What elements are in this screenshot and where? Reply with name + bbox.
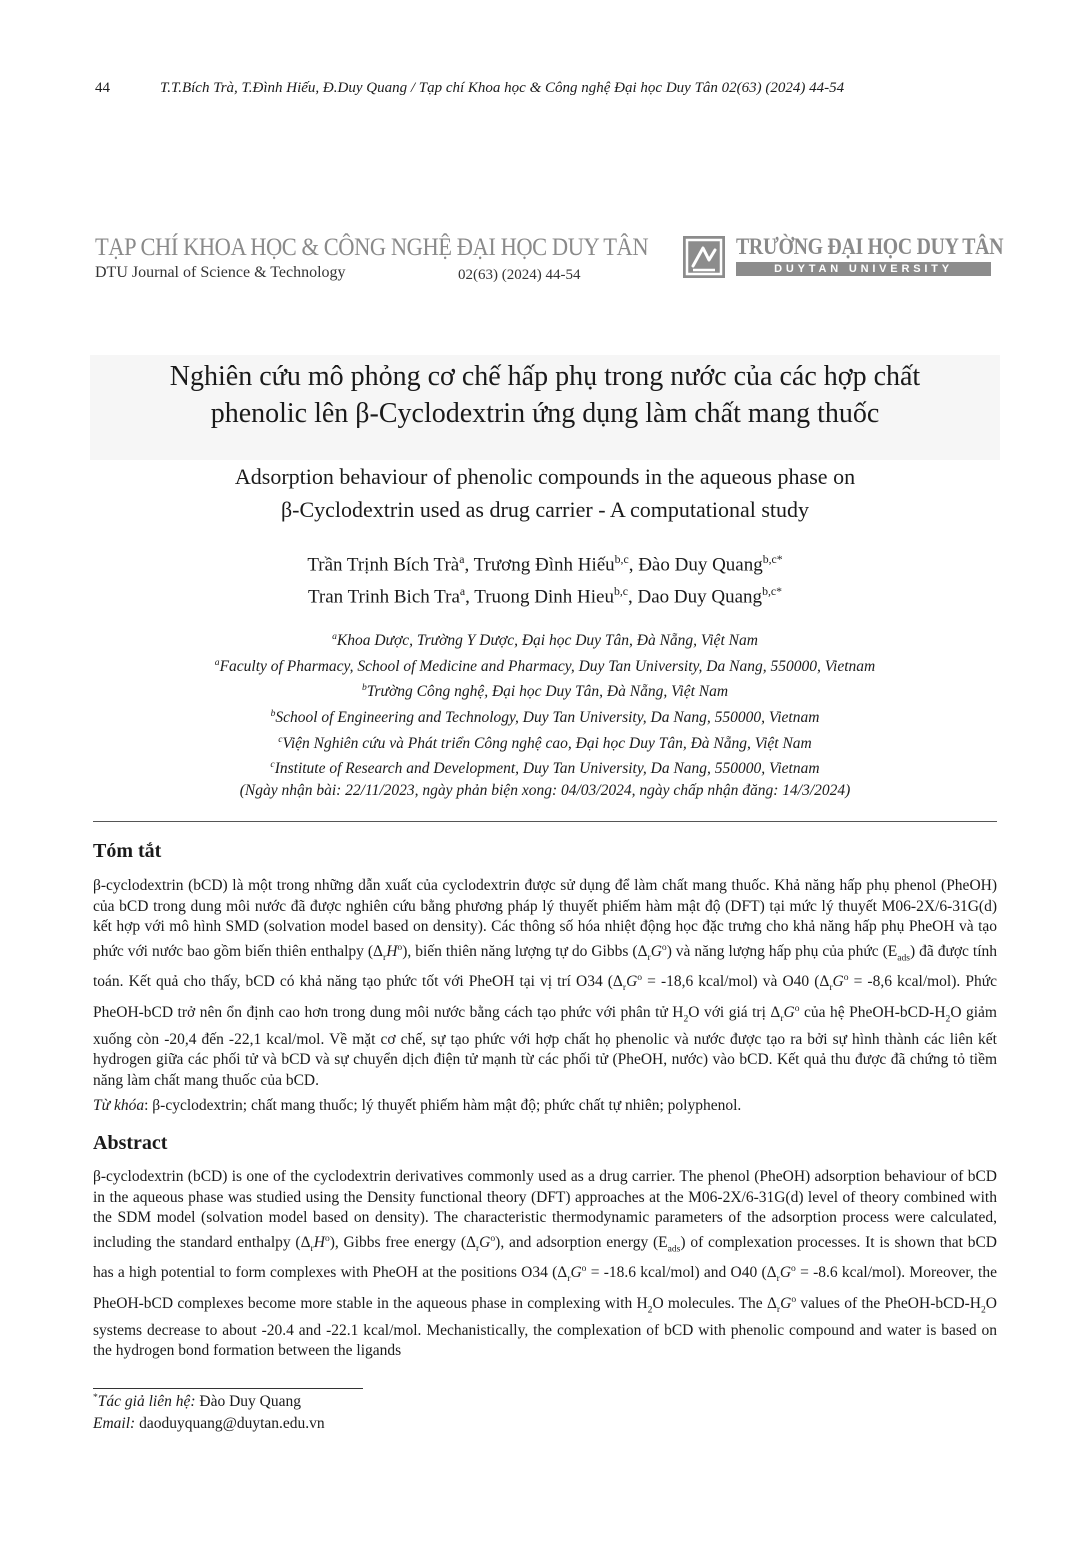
author-affiliation-mark: b,c*: [762, 585, 782, 599]
section-divider: [93, 821, 997, 822]
symbol-letter: H: [313, 1233, 325, 1251]
author-name: Trương Đình Hiếu: [473, 554, 615, 576]
text-run: của hệ PheOH-bCD-H: [799, 1004, 946, 1022]
affiliation-text: Faculty of Pharmacy, School of Medicine and Pharmacy, Duy Tan University, Da Nang, 550000, Vietnam: [219, 657, 876, 675]
running-title: T.T.Bích Trà, T.Đình Hiếu, Đ.Duy Quang / Tạp chí Khoa học & Công nghệ Đại học Duy Tân 02(63) (2024) 44-54: [160, 80, 845, 96]
text-run: ) và năng lượng hấp phụ của phức (E: [666, 942, 898, 960]
delta-glyph: Δ: [819, 973, 830, 991]
subscript: r: [776, 1273, 780, 1285]
university-logo: [683, 234, 1004, 278]
subscript: r: [776, 1304, 781, 1316]
subscript: r: [622, 982, 627, 994]
footnote-rule: [93, 1388, 363, 1389]
symbol-letter: G: [779, 1264, 792, 1282]
abstract-heading: Abstract: [93, 1132, 168, 1154]
abstract-paragraph: [93, 1167, 997, 1362]
gibbs-symbol: [766, 1294, 797, 1316]
affiliation: [0, 677, 1090, 703]
affiliation-text: Khoa Dược, Trường Y Dược, Đại học Duy Tân, Đà Nẵng, Việt Nam: [336, 632, 758, 650]
author-separator: ,: [628, 586, 638, 608]
author-affiliation-mark: a: [459, 585, 466, 599]
author-name: Truong Dinh Hieu: [474, 586, 614, 608]
paper-title-en-line1: Adsorption behaviour of phenolic compounds in the aqueous phase on: [234, 464, 856, 489]
corresponding-author: [93, 1392, 301, 1411]
subscript: ads: [897, 951, 910, 963]
author-name: Đào Duy Quang: [638, 554, 763, 576]
affiliation-list: [0, 626, 1090, 780]
affiliation-mark: c: [278, 733, 283, 745]
journal-name-en: DTU Journal of Science & Technology: [95, 264, 346, 281]
superscript: o: [843, 972, 849, 984]
author-name: Dao Duy Quang: [637, 586, 763, 608]
logo-university-name-vi: TRƯỜNG ĐẠI HỌC DUY TÂN: [736, 234, 1004, 259]
text-run: O molecules. The: [652, 1295, 767, 1313]
text-run: ), and adsorption energy (E: [495, 1233, 668, 1251]
paper-title-vi: [0, 358, 1090, 432]
keywords-label: Từ khóa: [93, 1097, 145, 1114]
subscript: r: [829, 982, 833, 994]
authors-en: [0, 578, 1090, 610]
logo-university-name-en: DUYTAN UNIVERSITY: [736, 262, 991, 276]
tomtat-paragraph: [93, 876, 997, 1091]
text-run: ), biến thiên năng lượng tự do Gibbs (: [402, 942, 638, 960]
subscript: r: [567, 1273, 571, 1285]
gibbs-symbol: [770, 1003, 800, 1025]
symbol-letter: G: [650, 942, 662, 960]
delta-glyph: Δ: [300, 1233, 311, 1251]
text-run: β-cyclodextrin (bCD) is one of the cyclodextrin derivatives commonly used as a drug carrier. The phenol (PheOH) adsorption behaviour of bCD in the aqueous phase was studied using the Density functional theory (DFT) approaches at the M06-2X/6-31G(d) level of theory combined with the SDM model (solvation model based on density). The characteristic thermodynamic parameters of the adsorption process were calculated, including the standard enthalpy (: [93, 1168, 997, 1251]
superscript: o: [794, 1003, 800, 1014]
author-affiliation-mark: b,c: [613, 585, 629, 599]
author-separator: ,: [465, 586, 475, 608]
delta-glyph: Δ: [766, 1295, 777, 1313]
affiliation-text: Institute of Research and Development, Duy Tan University, Da Nang, 550000, Vietnam: [274, 760, 820, 778]
superscript: o: [791, 1294, 797, 1305]
author-name: Trần Trịnh Bích Trà: [307, 554, 460, 576]
affiliation-mark: b: [270, 707, 276, 719]
symbol-letter: G: [570, 1264, 582, 1282]
symbol-letter: G: [780, 1295, 792, 1313]
symbol-letter: G: [479, 1233, 491, 1251]
corresponding-author-name: Đào Duy Quang: [195, 1393, 301, 1411]
gibbs-symbol: [557, 1263, 587, 1285]
delta-glyph: Δ: [557, 1264, 568, 1282]
delta-glyph: Δ: [466, 1233, 476, 1251]
keywords-text: : β-cyclodextrin; chất mang thuốc; lý thuyết phiếm hàm mật độ; phức chất tự nhiên; polyphenol.: [144, 1097, 742, 1114]
symbol-letter: H: [386, 942, 398, 960]
duytan-university-logo-icon: [683, 236, 725, 278]
text-run: = -8.6 kcal/mol). Moreover, the PheOH-bCD complexes become more stable in the aqueous phase in complexing with H: [93, 1264, 997, 1313]
page-number: 44: [95, 80, 110, 96]
text-run: ), Gibbs free energy (: [329, 1233, 466, 1251]
subscript: 2: [683, 1013, 689, 1025]
author-separator: ,: [464, 554, 474, 576]
gibbs-symbol: [819, 972, 849, 994]
delta-glyph: Δ: [373, 942, 384, 960]
email-address[interactable]: daoduyquang@duytan.edu.vn: [135, 1415, 325, 1432]
enthalpy-symbol: [300, 1232, 330, 1254]
tomtat-heading: Tóm tắt: [93, 840, 162, 862]
delta-glyph: Δ: [770, 1004, 781, 1022]
author-separator: ,: [628, 554, 639, 576]
gibbs-symbol: [766, 1263, 796, 1285]
email-label: Email:: [93, 1415, 136, 1432]
affiliation: [0, 703, 1090, 729]
subscript: ads: [667, 1242, 681, 1254]
subscript: r: [780, 1013, 784, 1025]
subscript: r: [475, 1242, 480, 1254]
author-affiliation-mark: b,c*: [762, 553, 783, 566]
delta-glyph: Δ: [637, 942, 648, 960]
delta-glyph: Δ: [612, 973, 623, 991]
journal-name-vi: TẠP CHÍ KHOA HỌC & CÔNG NGHỆ ĐẠI HỌC DUY TÂN: [95, 234, 649, 261]
symbol-letter: G: [626, 973, 638, 991]
superscript: o: [324, 1232, 330, 1244]
text-run: = -18.6 kcal/mol) and O40 (: [586, 1264, 767, 1282]
affiliation-text: School of Engineering and Technology, Duy Tan University, Da Nang, 550000, Vietnam: [275, 709, 820, 727]
paper-title-vi-line2: phenolic lên β-Cyclodextrin ứng dụng làm chất mang thuốc: [210, 398, 880, 429]
gibbs-symbol: [612, 972, 643, 994]
subscript: 2: [647, 1304, 653, 1316]
subscript: r: [310, 1242, 314, 1254]
corresponding-email: [93, 1415, 325, 1433]
author-affiliation-mark: b,c: [614, 553, 629, 566]
affiliation-text: Trường Công nghệ, Đại học Duy Tân, Đà Nẵng, Việt Nam: [366, 683, 729, 701]
affiliation-mark: a: [214, 656, 220, 668]
subscript: r: [383, 951, 387, 963]
text-run: β-cyclodextrin (bCD) là một trong những dẫn xuất của cyclodextrin được sử dụng để làm chất mang thuốc. Khả năng hấp phụ phenol (PheOH) của bCD trong dung môi nước đã được nghiên cứu bằng phương pháp lý thuyết phiếm hàm mật độ (DFT) tại mức lý thuyết M06-2X/6-31G(d) kết hợp với mô hình SMD (solvation model based on density). Các thông số hóa nhiệt động học đặc trưng cho khả năng hấp phụ PheOH và tạo phức với nước bao gồm biến thiên enthalpy (: [93, 877, 997, 960]
symbol-letter: G: [832, 973, 844, 991]
authors-vi: [0, 546, 1090, 578]
text-run: ) đã được tính toán. Kết quả cho thấy, bCD có khả năng tạo phức tốt với PheOH tại vị trí O34 (: [93, 942, 997, 991]
superscript: o: [581, 1263, 587, 1275]
author-name: Tran Trinh Bich Tra: [307, 586, 460, 608]
keywords: [93, 1097, 997, 1115]
affiliation-mark: b: [361, 682, 367, 694]
footnote-label: Tác giả liên hệ:: [97, 1393, 196, 1411]
delta-glyph: Δ: [766, 1264, 777, 1282]
text-run: = -8,6 kcal/mol). Phức PheOH-bCD trở nên ổn định cao hơn trong dung môi nước bằng cách tạo phức với phân tử H: [93, 973, 997, 1022]
text-run: ) of complexation processes. It is shown that bCD has a high potential to form complexes with PheOH at the positions O34 (: [93, 1233, 997, 1282]
author-list: [0, 546, 1090, 611]
received-dates: (Ngày nhận bài: 22/11/2023, ngày phản biện xong: 04/03/2024, ngày chấp nhận đăng: 14/3/2024): [239, 782, 851, 799]
subscript: r: [647, 951, 651, 963]
superscript: o: [661, 941, 667, 953]
symbol-letter: G: [783, 1004, 795, 1022]
subscript: 2: [945, 1013, 951, 1025]
affiliation-mark: c: [270, 759, 275, 771]
affiliation: [0, 652, 1090, 678]
text-run: O giảm xuống còn -20,4 đến -22,1 kcal/mol. Về mặt cơ chế, sự tạo phức với hợp chất họ phenolic và nước được tạo ra bởi sự hình thành các liên kết hydrogen giữa các phối tử và bCD và sự chuyển dịch điện tử mạnh từ các phối tử (PheOH, nước) vào bCD. Kết quả thu được đã chứng tỏ tiềm năng làm chất mang thuốc của bCD.: [93, 1004, 997, 1089]
text-run: values of the PheOH-bCD-H: [796, 1295, 981, 1313]
affiliation-text: Viện Nghiên cứu và Phát triển Công nghệ cao, Đại học Duy Tân, Đà Nẵng, Việt Nam: [282, 734, 812, 752]
footnote-mark: *: [93, 1392, 98, 1403]
journal-issue: 02(63) (2024) 44-54: [458, 267, 581, 283]
text-run: O với giá trị: [688, 1004, 771, 1022]
paper-title-en: [0, 460, 1090, 526]
superscript: o: [490, 1232, 496, 1244]
gibbs-symbol: [637, 941, 667, 963]
subscript: 2: [981, 1304, 986, 1316]
affiliation-mark: a: [332, 631, 337, 642]
paper-title-vi-line1: Nghiên cứu mô phỏng cơ chế hấp phụ trong nước của các hợp chất: [169, 361, 921, 392]
affiliation: [0, 626, 1090, 652]
affiliation: [0, 729, 1090, 755]
paper-title-en-line2: β-Cyclodextrin used as drug carrier - A computational study: [280, 497, 810, 522]
text-run: O systems decrease to about -20.4 and -22.1 kcal/mol. Mechanistically, the complexation of bCD with phenolic compound and water is based on the hydrogen bond formation between the ligands: [93, 1295, 997, 1360]
enthalpy-symbol: [373, 941, 403, 963]
gibbs-symbol: [466, 1232, 496, 1254]
author-affiliation-mark: a: [459, 553, 465, 566]
text-run: = -18,6 kcal/mol) và O40 (: [642, 973, 820, 991]
affiliation: [0, 754, 1090, 780]
superscript: o: [791, 1263, 796, 1275]
superscript: o: [637, 972, 643, 984]
superscript: o: [397, 941, 403, 953]
